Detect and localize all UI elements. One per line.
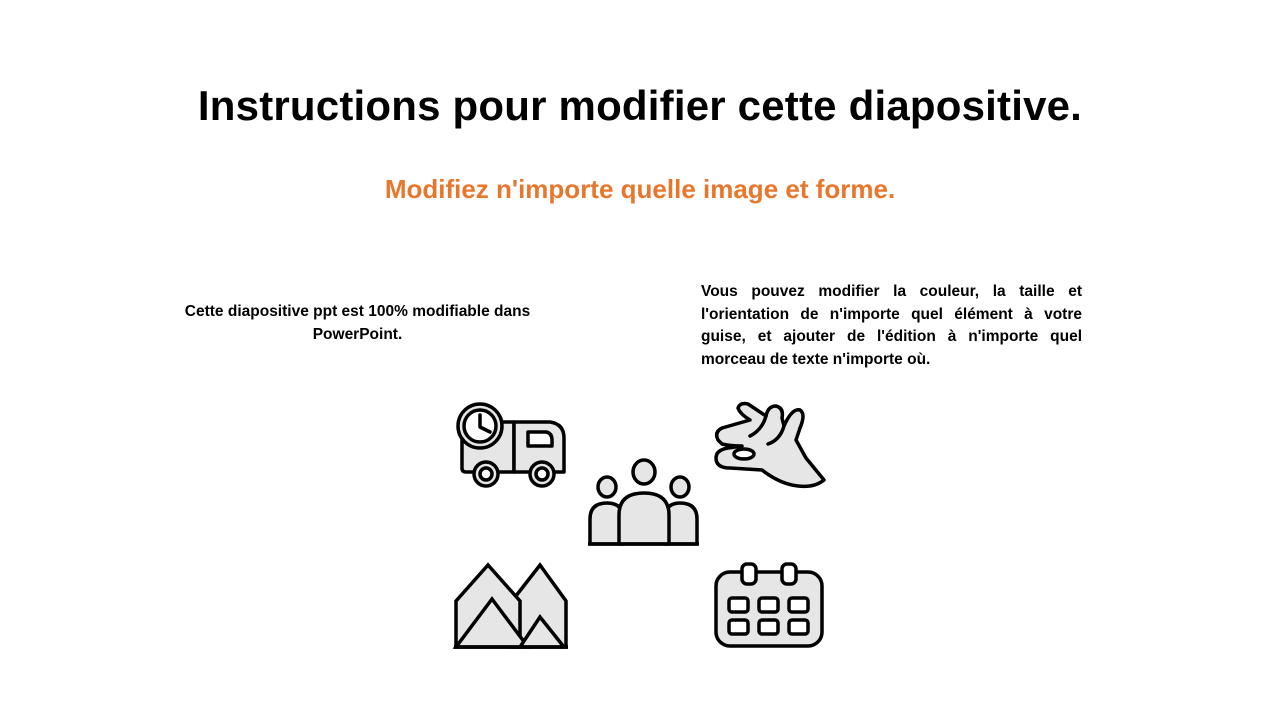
mountains-icon[interactable] (452, 561, 570, 651)
slide-subtitle[interactable]: Modifiez n'importe quelle image et forme. (384, 174, 896, 204)
ok-hand-gesture-icon[interactable] (710, 400, 830, 492)
slide-title[interactable]: Instructions pour modifier cette diapositive. (197, 82, 1083, 129)
left-text-box[interactable]: Cette diapositive ppt est 100% modifiable dans PowerPoint. (184, 303, 531, 343)
calendar-icon[interactable] (712, 562, 826, 650)
delivery-truck-clock-icon[interactable] (452, 400, 570, 492)
right-text-box[interactable]: Vous pouvez modifier la couleur, la taille et l'orientation de n'importe quel élément à votre guise, et ajouter de l'édition à n'importe quel morceau de texte n'importe où. (701, 283, 1082, 368)
team-people-icon[interactable] (586, 457, 702, 547)
